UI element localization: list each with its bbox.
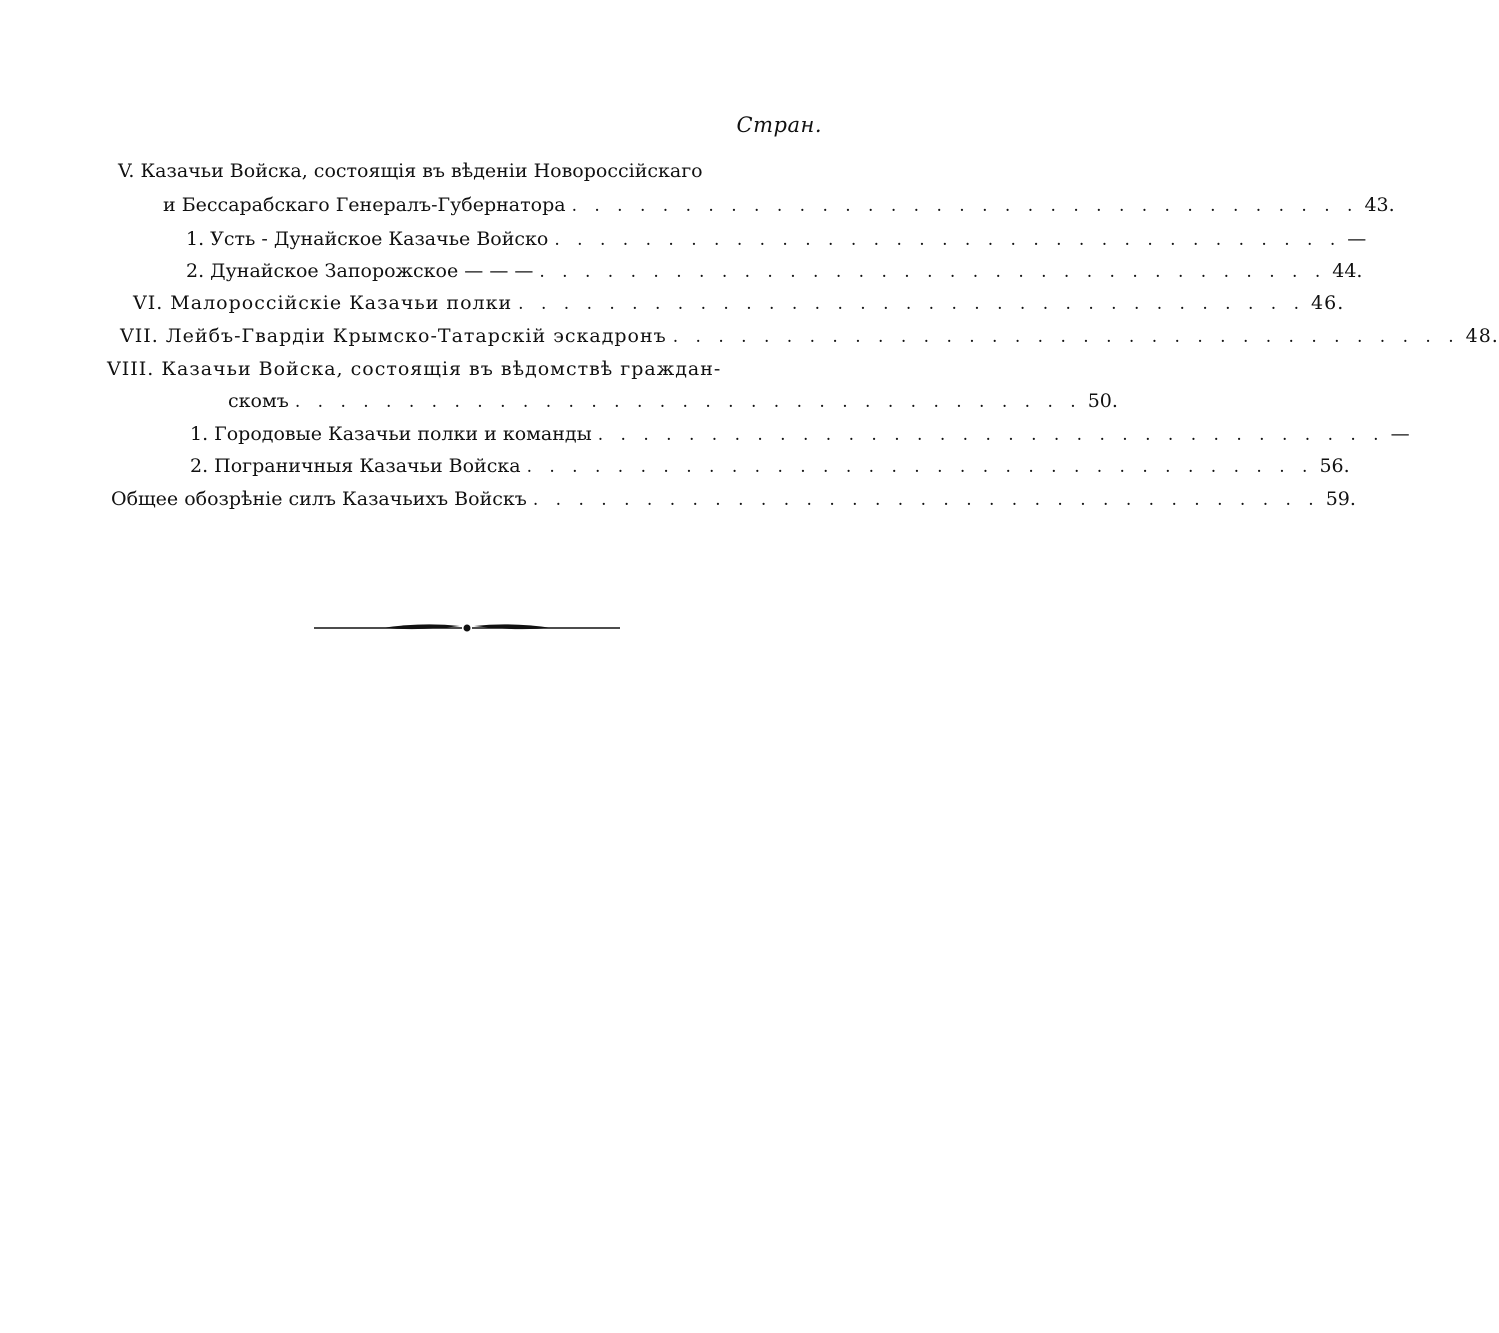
toc-page-number: — [1390,423,1410,445]
toc-entry-text: 1. Усть - Дунайское Казачье Войско [186,228,549,250]
toc-entry-viii-1 [190,419,1410,449]
toc-entry-summary [111,484,1356,514]
toc-entry-text: VI. Малороссійскіе Казачьи полки [133,292,513,314]
toc-entry-viii [107,354,797,384]
toc-entry-vi [133,288,1345,318]
dot-leader: . . . . . . . . . . . . . . . . . . . . . . . . . . . . . . . . . . . [672,327,1460,347]
toc-entry-text: 2. Дунайское Запорожское — — — [186,260,534,282]
toc-entry-viii-2 [190,451,1350,481]
toc-page-number: 44. [1332,260,1363,282]
page-column-label: Стран. [736,113,822,137]
toc-entry-text: VIII. Казачьи Войска, состоящія въ вѣдомствѣ граждан- [107,358,722,380]
toc-entry-text: 2. Пограничныя Казачьи Войска [190,455,521,477]
toc-page-number: 56. [1319,455,1350,477]
toc-entry-vii [120,321,1499,351]
toc-entry-v-1 [186,224,1367,254]
toc-page-number: 48. [1465,325,1499,347]
ornament-divider [312,618,622,638]
toc-entry-text: Общее обозрѣніе силъ Казачьихъ Войскъ [111,488,527,510]
dot-leader: . . . . . . . . . . . . . . . . . . . . . . . . . . . . . . . . . . . [526,457,1314,477]
dot-leader: . . . . . . . . . . . . . . . . . . . . . . . . . . . . . . . . . . . [518,294,1306,314]
toc-entry-text: и Бессарабскаго Генералъ-Губернатора [163,194,566,216]
toc-entry-text: скомъ [228,390,289,412]
toc-entry-text: VII. Лейбъ-Гвардіи Крымско-Татарскій эскадронъ [120,325,667,347]
dot-leader: . . . . . . . . . . . . . . . . . . . . . . . . . . . . . . . . . . . [539,262,1327,282]
toc-entry-v [118,156,818,186]
toc-entry-text: 1. Городовые Казачьи полки и команды [190,423,592,445]
toc-entry-viii-cont [228,386,1118,416]
dot-leader: . . . . . . . . . . . . . . . . . . . . . . . . . . . . . . . . . . . [597,425,1385,445]
toc-entry-text: V. Казачьи Войска, состоящія въ вѣденіи Новороссійскаго [118,160,703,182]
dot-leader: . . . . . . . . . . . . . . . . . . . . . . . . . . . . . . . . . . . [554,230,1342,250]
toc-entry-v-2 [186,256,1363,286]
toc-page-number: 50. [1087,390,1118,412]
toc-page-number: 43. [1364,194,1395,216]
dot-leader: . . . . . . . . . . . . . . . . . . . . . . . . . . . . . . . . . . . [294,392,1082,412]
toc-page-number: 46. [1311,292,1345,314]
dot-leader: . . . . . . . . . . . . . . . . . . . . . . . . . . . . . . . . . . . [532,490,1320,510]
toc-entry-v-cont [163,190,1395,220]
toc-page-number: — [1347,228,1367,250]
toc-page-number: 59. [1325,488,1356,510]
dot-leader: . . . . . . . . . . . . . . . . . . . . . . . . . . . . . . . . . . . [571,196,1359,216]
